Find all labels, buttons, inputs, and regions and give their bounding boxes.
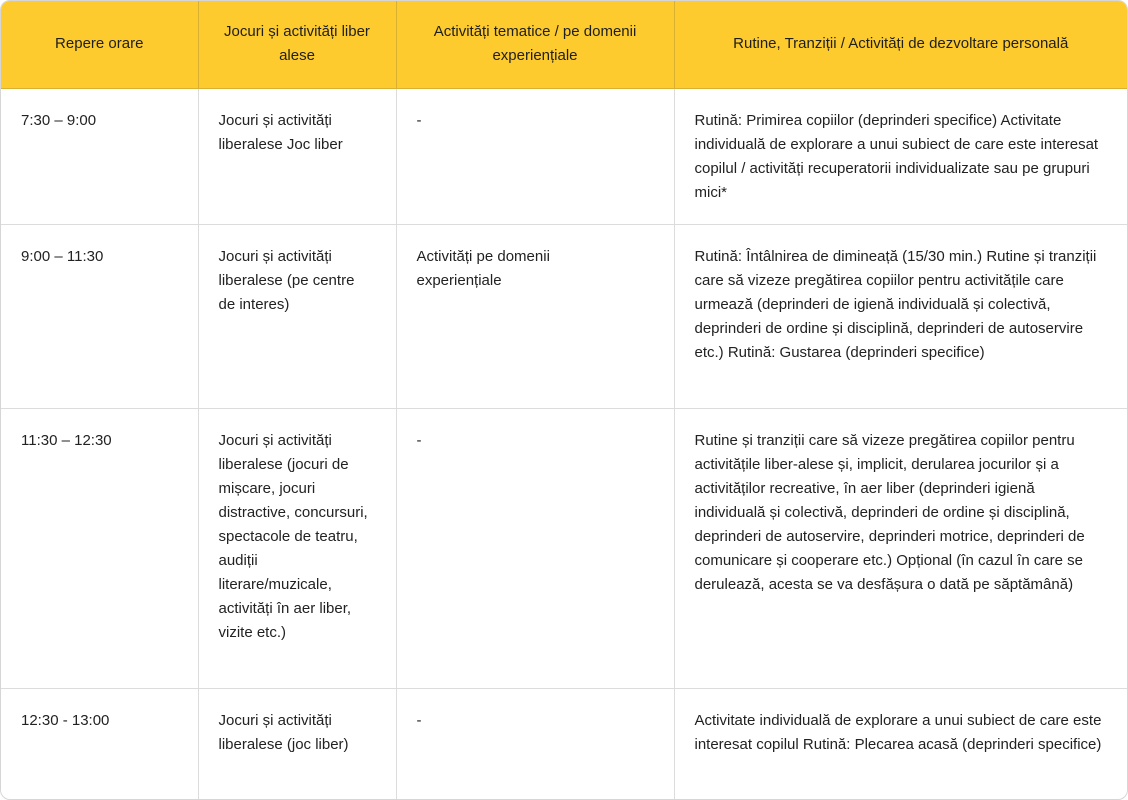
cell-free-play: Jocuri și activități liberalese Joc liber [198,88,396,224]
daily-schedule-table [1,1,1127,799]
table-body [1,88,1127,799]
cell-thematic: - [396,688,674,799]
cell-routines: Rutină: Întâlnirea de dimineață (15/30 min.) Rutine și tranziții care să vizeze pregătirea copiilor pentru activitățile care urmează (deprinderi de igienă individuală și colectivă, deprinderi de ordine și disciplină, deprinderi de autoservire etc.) Rutină: Gustarea (deprinderi specifice) [674,224,1127,408]
header-row [1,1,1127,88]
cell-thematic: - [396,88,674,224]
cell-free-play: Jocuri și activități liberalese (jocuri de mișcare, jocuri distractive, concursuri, spectacole de teatru, audiții literare/muzicale, activități în aer liber, vizite etc.) [198,408,396,688]
cell-routines: Rutină: Primirea copiilor (deprinderi specifice) Activitate individuală de explorare a unui subiect de care este interesat copilul / activități recuperatorii individualizate sau pe grupuri mici* [674,88,1127,224]
cell-routines: Rutine și tranziții care să vizeze pregătirea copiilor pentru activitățile liber-alese și, implicit, derularea jocurilor și a activităților recreative, în aer liber (deprinderi igienă individuală și colectivă, deprinderi de ordine și disciplină, deprinderi de autoservire, deprinderi motrice, deprinderi de comunicare și cooperare etc.) Opțional (în cazul în care se derulează, acesta se va desfășura o dată pe săptămână) [674,408,1127,688]
table-row [1,88,1127,224]
cell-free-play: Jocuri și activități liberalese (pe centre de interes) [198,224,396,408]
cell-time: 9:00 – 11:30 [1,224,198,408]
cell-time: 7:30 – 9:00 [1,88,198,224]
header-routines-transitions: Rutine, Tranziții / Activități de dezvoltare personală [674,1,1127,88]
header-time-markers: Repere orare [1,1,198,88]
table-row [1,224,1127,408]
cell-thematic: - [396,408,674,688]
cell-time: 11:30 – 12:30 [1,408,198,688]
table-row [1,408,1127,688]
cell-time: 12:30 - 13:00 [1,688,198,799]
cell-thematic: Activități pe domenii experiențiale [396,224,674,408]
table-row [1,688,1127,799]
table-header [1,1,1127,88]
header-free-play: Jocuri și activități liber alese [198,1,396,88]
cell-free-play: Jocuri și activități liberalese (joc liber) [198,688,396,799]
cell-routines: Activitate individuală de explorare a unui subiect de care este interesat copilul Rutină: Plecarea acasă (deprinderi specifice) [694,711,1102,753]
header-thematic-activities: Activități tematice / pe domenii experiențiale [396,1,674,88]
